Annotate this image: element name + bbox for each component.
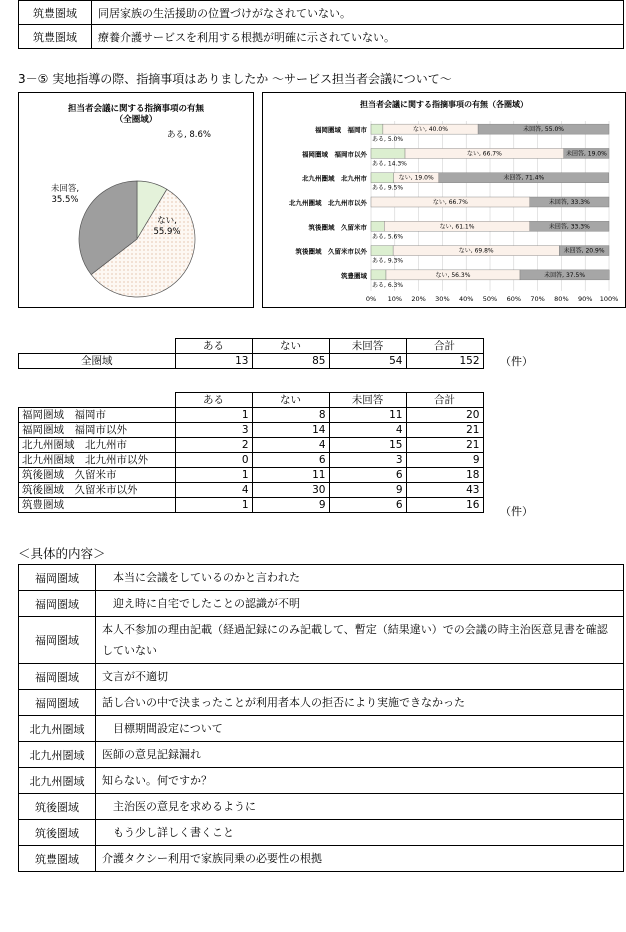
finding-cell: 本当に会議をしているのかと言われた [96, 565, 624, 591]
x-tick-label: 50% [482, 295, 498, 303]
bar-data-label: ない, 69.8% [458, 247, 494, 255]
detail-row [19, 846, 624, 872]
detail-row [19, 716, 624, 742]
region-cell: 北九州圏域 [19, 768, 96, 794]
value-cell: 43 [406, 483, 483, 498]
value-cell: 20 [406, 408, 483, 423]
col-header: ある [175, 339, 252, 354]
value-cell: 13 [175, 354, 252, 369]
region-cell: 福岡圏域 [19, 591, 96, 617]
value-cell: 0 [175, 453, 252, 468]
region-cell: 筑豊圏域 [19, 846, 96, 872]
x-tick-label: 60% [506, 295, 522, 303]
finding-cell: 本人不参加の理由記載（経過記録にのみ記載して、暫定（結果違い）での会議の時主治医意見書を確認していない [96, 617, 624, 664]
table-row [19, 25, 624, 49]
table-row [19, 468, 484, 483]
pie-chart-box [18, 92, 254, 308]
row-label: 全圏域 [19, 354, 176, 369]
unit-label: （件） [500, 505, 533, 518]
col-header: ある [175, 393, 252, 408]
value-cell: 6 [252, 453, 329, 468]
row-label: 筑後圏域 久留米市以外 [19, 483, 176, 498]
value-cell: 18 [406, 468, 483, 483]
region-cell: 筑豊圏域 [19, 25, 92, 49]
detail-row [19, 820, 624, 846]
bar-data-label: ある, 6.3% [372, 281, 404, 289]
value-cell: 11 [329, 408, 406, 423]
value-cell: 8 [252, 408, 329, 423]
value-cell: 16 [406, 498, 483, 513]
region-cell: 筑豊圏域 [19, 1, 92, 25]
bar-segment-aru [371, 270, 386, 280]
region-cell: 北九州圏域 [19, 716, 96, 742]
finding-cell: もう少し詳しく書くこと [96, 820, 624, 846]
value-cell: 6 [329, 468, 406, 483]
value-cell: 21 [406, 423, 483, 438]
table-row [19, 408, 484, 423]
detail-row [19, 591, 624, 617]
x-tick-label: 70% [530, 295, 545, 303]
value-cell: 21 [406, 438, 483, 453]
category-label: 北九州圏域 北九州市 [302, 174, 367, 183]
value-cell: 9 [252, 498, 329, 513]
bar-data-label: ある, 14.3% [372, 160, 407, 168]
category-label: 筑豊圏域 [341, 271, 367, 280]
table-row [19, 438, 484, 453]
bar-chart-title: 担当者会議に関する指摘事項の有無（各圏域） [360, 100, 528, 109]
bar-data-label: ある, 5.6% [372, 233, 404, 241]
bar-data-label: ない, 56.3% [435, 271, 471, 279]
pie-chart [19, 93, 253, 307]
bar-data-label: 未回答, 37.5% [544, 271, 586, 279]
col-header: 未回答 [329, 393, 406, 408]
detail-row [19, 664, 624, 690]
bar-data-label: ない, 40.0% [413, 126, 448, 134]
bar-data-label: 未回答, 20.9% [563, 247, 605, 255]
detail-heading: ＜具体的内容＞ [18, 546, 106, 561]
bar-data-label: 未回答, 33.3% [548, 223, 590, 231]
finding-cell: 医師の意見記録漏れ [96, 742, 624, 768]
finding-cell: 話し合いの中で決まったことが利用者本人の拒否により実施できなかった [96, 690, 624, 716]
x-tick-label: 20% [411, 295, 426, 303]
bar-data-label: ある, 5.0% [372, 136, 404, 144]
row-label: 筑豊圏域 [19, 498, 176, 513]
col-header: 合計 [406, 393, 483, 408]
region-cell: 北九州圏域 [19, 742, 96, 768]
value-cell: 30 [252, 483, 329, 498]
bar-data-label: 未回答, 19.0% [565, 150, 607, 158]
pie-chart-title: 担当者会議に関する指摘事項の有無（全圏域） [67, 104, 205, 126]
finding-cell: 迎え時に自宅でしたことの認識が不明 [96, 591, 624, 617]
value-cell: 11 [252, 468, 329, 483]
pie-slice-label: ない, 55.9% [153, 216, 181, 238]
x-tick-label: 100% [599, 295, 619, 303]
finding-cell: 文言が不適切 [96, 664, 624, 690]
region-cell: 筑後圏域 [19, 794, 96, 820]
bar-data-label: 未回答, 71.4% [503, 174, 545, 182]
table-header-row [19, 393, 484, 408]
category-label: 福岡圏域 福岡市 [315, 126, 367, 135]
col-header: ない [252, 339, 329, 354]
row-label: 筑後圏域 久留米市 [19, 468, 176, 483]
value-cell: 1 [175, 498, 252, 513]
bar-chart-box [262, 92, 626, 308]
table-row [19, 423, 484, 438]
value-cell: 14 [252, 423, 329, 438]
top-findings-table [18, 0, 624, 49]
value-cell: 3 [175, 423, 252, 438]
table-row [19, 1, 624, 25]
table-header-row [19, 339, 484, 354]
bar-segment-aru [371, 221, 384, 231]
value-cell: 1 [175, 468, 252, 483]
bar-segment-aru [371, 173, 394, 183]
stacked-bar-chart [263, 93, 625, 307]
detail-row [19, 742, 624, 768]
table-row [19, 453, 484, 468]
finding-cell: 知らない。何ですか？ [96, 768, 624, 794]
detail-row [19, 565, 624, 591]
region-cell: 福岡圏域 [19, 565, 96, 591]
value-cell: 2 [175, 438, 252, 453]
summary-table-regions [18, 392, 484, 513]
x-tick-label: 0% [365, 295, 377, 303]
bar-data-label: 未回答, 33.3% [548, 199, 590, 206]
region-cell: 筑後圏域 [19, 820, 96, 846]
value-cell: 3 [329, 453, 406, 468]
col-header: 未回答 [329, 339, 406, 354]
pie-slice-label: 未回答, 35.5% [50, 184, 80, 206]
value-cell: 4 [175, 483, 252, 498]
region-cell: 福岡圏域 [19, 617, 96, 664]
table-row [19, 354, 484, 369]
value-cell: 15 [329, 438, 406, 453]
value-cell: 9 [406, 453, 483, 468]
value-cell: 4 [329, 423, 406, 438]
row-label: 北九州圏域 北九州市以外 [19, 453, 176, 468]
detail-table [18, 564, 624, 872]
finding-cell: 療養介護サービスを利用する根拠が明確に示されていない。 [92, 25, 624, 49]
region-cell: 福岡圏域 [19, 664, 96, 690]
value-cell: 6 [329, 498, 406, 513]
x-tick-label: 40% [458, 295, 474, 303]
detail-row [19, 794, 624, 820]
category-label: 筑後圏域 久留米市 [308, 223, 367, 232]
value-cell: 85 [252, 354, 329, 369]
category-label: 北九州圏域 北九州市以外 [289, 199, 367, 207]
col-header: ない [252, 393, 329, 408]
bar-segment-aru [371, 148, 405, 158]
bar-data-label: ない, 61.1% [439, 223, 475, 231]
value-cell: 54 [329, 354, 406, 369]
table-row [19, 498, 484, 513]
category-label: 福岡圏域 福岡市以外 [302, 150, 367, 159]
finding-cell: 主治医の意見を求めるように [96, 794, 624, 820]
finding-cell: 介護タクシー利用で家族同乗の必要性の根拠 [96, 846, 624, 872]
value-cell: 4 [252, 438, 329, 453]
x-tick-label: 30% [435, 295, 450, 303]
detail-row [19, 690, 624, 716]
pie-slice-label: ある, 8.6% [167, 130, 211, 140]
region-cell: 福岡圏域 [19, 690, 96, 716]
row-label: 福岡圏域 福岡市以外 [19, 423, 176, 438]
col-header: 合計 [406, 339, 483, 354]
bar-data-label: ない, 19.0% [398, 174, 434, 182]
x-tick-label: 80% [554, 295, 569, 303]
unit-label: （件） [500, 355, 533, 368]
row-label: 福岡圏域 福岡市 [19, 408, 176, 423]
bar-data-label: ある, 9.5% [372, 184, 404, 192]
bar-data-label: ない, 66.7% [432, 199, 468, 206]
category-label: 筑後圏域 久留米市以外 [295, 247, 367, 256]
finding-cell: 目標期間設定について [96, 716, 624, 742]
summary-table-all [18, 338, 484, 369]
detail-row [19, 617, 624, 664]
section-heading: 3－⑤ 実地指導の際、指摘事項はありましたか ～サービス担当者会議について～ [18, 72, 452, 86]
bar-segment-aru [371, 124, 383, 134]
value-cell: 9 [329, 483, 406, 498]
bar-data-label: ない, 66.7% [466, 150, 502, 158]
x-tick-label: 90% [577, 295, 593, 303]
row-label: 北九州圏域 北九州市 [19, 438, 176, 453]
value-cell: 1 [175, 408, 252, 423]
table-row [19, 483, 484, 498]
bar-data-label: 未回答, 55.0% [523, 126, 564, 134]
bar-segment-aru [371, 246, 393, 256]
bar-data-label: ある, 9.3% [372, 257, 404, 265]
detail-row [19, 768, 624, 794]
x-tick-label: 10% [387, 295, 403, 303]
finding-cell: 同居家族の生活援助の位置づけがなされていない。 [92, 1, 624, 25]
value-cell: 152 [406, 354, 483, 369]
